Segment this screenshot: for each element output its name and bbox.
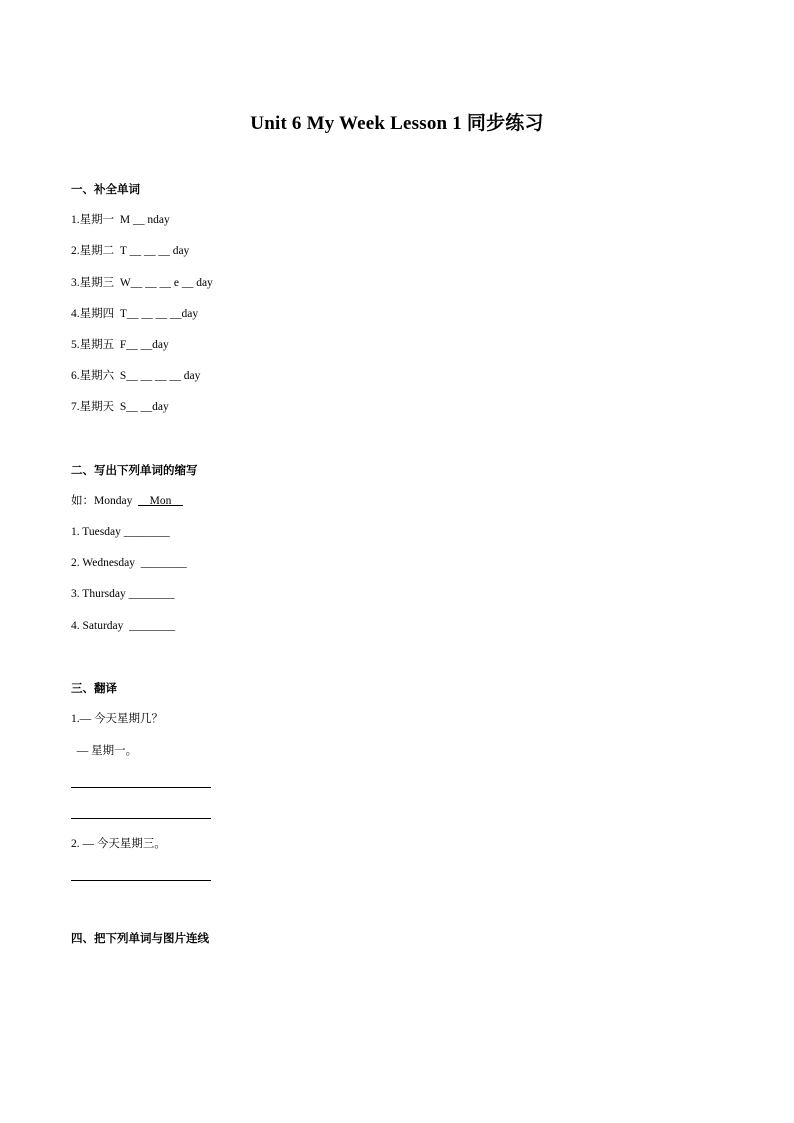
section-2-item-3: 3. Thursday ________ [71, 588, 175, 600]
section-2-item-2: 2. Wednesday ________ [71, 557, 187, 569]
section-1-item-6: 6.星期六 S__ __ __ __ day [71, 370, 201, 382]
section-1-item-2: 2.星期二 T __ __ __ day [71, 245, 190, 257]
section-3-question-2: 2. — 今天星期三。 [71, 838, 166, 850]
section-3-heading: 三、翻译 [71, 681, 117, 695]
answer-line [71, 880, 211, 881]
section-2-item-1: 1. Tuesday ________ [71, 526, 170, 538]
section-3-question-1-line-1: 1.— 今天星期几？ [71, 713, 163, 725]
section-2-example-answer: __Mon__ [138, 495, 183, 507]
section-2-example-prefix: 如：Monday [71, 495, 139, 507]
page-title: Unit 6 My Week Lesson 1 同步练习 [250, 113, 544, 134]
section-2-item-4: 4. Saturday ________ [71, 620, 176, 632]
section-4-heading: 四、把下列单词与图片连线 [71, 931, 209, 945]
answer-line [71, 787, 211, 788]
section-1-item-1: 1.星期一 M __ nday [71, 214, 170, 226]
section-1-item-3: 3.星期三 W__ __ __ e __ day [71, 277, 213, 289]
section-1-item-7: 7.星期天 S__ __day [71, 401, 169, 413]
section-3-question-1-line-2: — 星期一。 [71, 745, 138, 757]
section-2-example [71, 494, 183, 508]
answer-line [71, 818, 211, 819]
section-1-item-5: 5.星期五 F__ __day [71, 339, 169, 351]
section-1-item-4: 4.星期四 T__ __ __ __day [71, 308, 199, 320]
section-1-heading: 一、补全单词 [71, 182, 140, 196]
section-2-heading: 二、写出下列单词的缩写 [71, 463, 198, 477]
